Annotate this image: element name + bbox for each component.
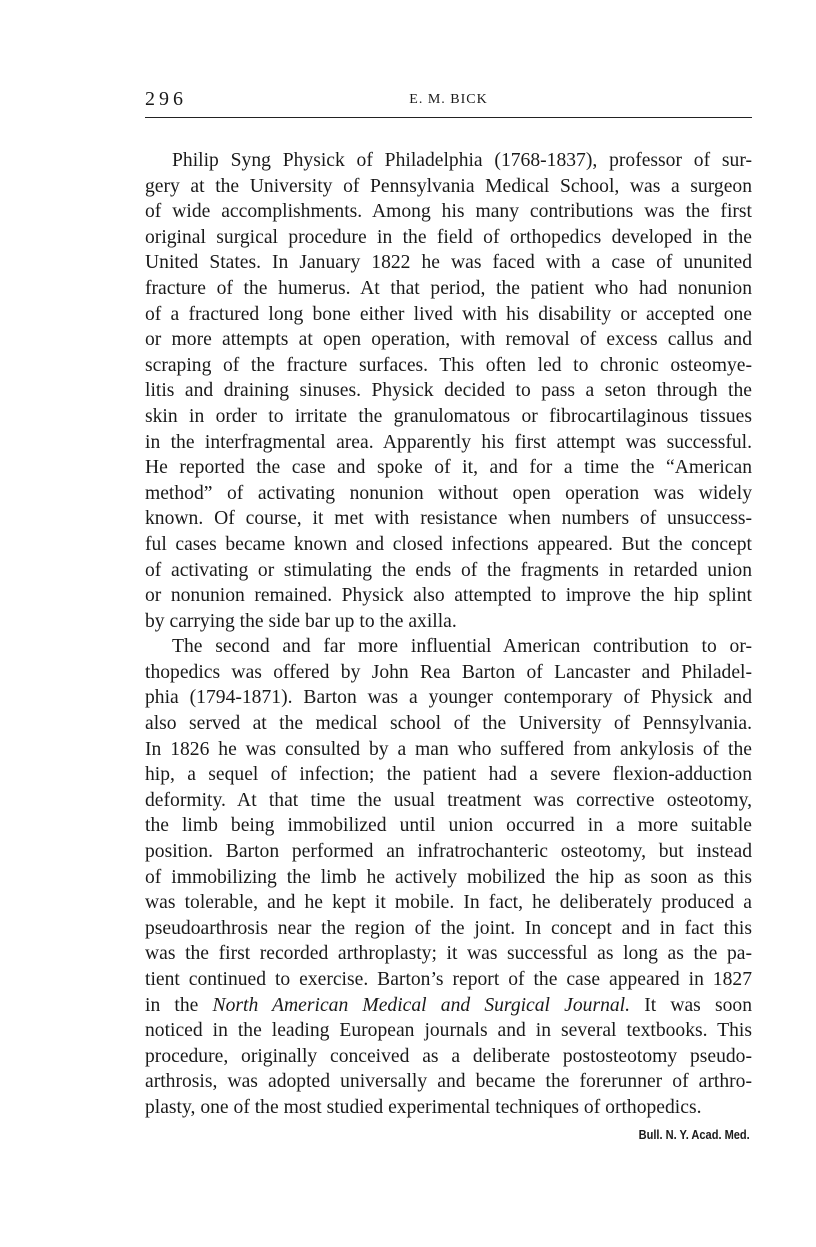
text-line: of immobilizing the limb he actively mobilized the hip as soon as this [145,866,752,888]
text-line: skin in order to irritate the granulomatous or fibrocartilaginous tissues [145,405,752,427]
text-line: hip, a sequel of infection; the patient had a severe flexion-adduction [145,764,752,786]
running-head-author: E. M. BICK [409,92,488,107]
text-line: tient continued to exercise. Barton’s report of the case appeared in 1827 [145,969,752,990]
text-line: ful cases became known and closed infections appeared. But the concept [145,533,752,555]
header-rule [145,117,752,118]
text-line: In 1826 he was consulted by a man who suffered from ankylosis of the [145,738,752,760]
text-line: phia (1794-1871). Barton was a younger contemporary of Physick and [145,687,752,709]
running-header [145,88,752,112]
text-line: pseudoarthrosis near the region of the joint. In concept and in fact this [145,917,752,939]
journal-footer: Bull. N. Y. Acad. Med. [638,1127,750,1142]
text-line: was tolerable, and he kept it mobile. In fact, he deliberately produced a [145,892,752,914]
text-line: the limb being immobilized until union occurred in a more suitable [145,815,752,837]
text-line: Philip Syng Physick of Philadelphia (1768-1837), professor of sur- [172,150,752,171]
text-line: known. Of course, it met with resistance when numbers of unsuccess- [145,508,752,530]
text-line: deformity. At that time the usual treatment was corrective osteotomy, [145,789,752,811]
text-line: fracture of the humerus. At that period, the patient who had nonunion [145,277,752,299]
journal-title: North American Medical and Surgical Journal. [212,994,631,1016]
text-line: position. Barton performed an infratrochanteric osteotomy, but instead [145,841,752,863]
paragraph [145,634,752,1120]
page-number: 296 [145,88,187,110]
text-line: of activating or stimulating the ends of the fragments in retarded union [145,559,752,581]
text-line: or more attempts at open operation, with removal of excess callus and [145,329,752,351]
text-line: in the interfragmental area. Apparently his first attempt was successful. [145,431,752,453]
text-line: The second and far more influential American contribution to or- [172,636,752,658]
text-line: scraping of the fracture surfaces. This often led to chronic osteomye- [145,354,752,376]
text-line: United States. In January 1822 he was faced with a case of ununited [145,252,752,274]
text-line: plasty, one of the most studied experimental techniques of orthopedics. [145,1096,702,1118]
text-line: method” of activating nonunion without open operation was widely [145,482,752,504]
text-line: by carrying the side bar up to the axilla. [145,610,457,632]
text-line: noticed in the leading European journals and in several textbooks. This [145,1020,752,1042]
text-line: thopedics was offered by John Rea Barton of Lancaster and Philadel- [145,661,752,683]
text-line: litis and draining sinuses. Physick decided to pass a seton through the [145,380,752,402]
text-line: of a fractured long bone either lived with his disability or accepted one [145,303,752,325]
body-text [145,148,752,1121]
text-line: original surgical procedure in the field of orthopedics developed in the [145,226,752,248]
paragraph [145,148,752,634]
text-line: also served at the medical school of the University of Pennsylvania. [145,713,752,735]
text-line: procedure, originally conceived as a deliberate postosteotomy pseudo- [145,1045,752,1067]
text-line: He reported the case and spoke of it, and for a time the “American [145,457,752,479]
text-line: arthrosis, was adopted universally and became the forerunner of arthro- [145,1071,752,1093]
text-line: in the North American Medical and Surgical Journal. It was soon [145,994,752,1016]
text-line: of wide accomplishments. Among his many contributions was the first [145,201,752,223]
text-line: was the first recorded arthroplasty; it was successful as long as the pa- [145,943,752,965]
text-line: gery at the University of Pennsylvania Medical School, was a surgeon [145,175,752,197]
text-line: or nonunion remained. Physick also attempted to improve the hip splint [145,585,752,607]
